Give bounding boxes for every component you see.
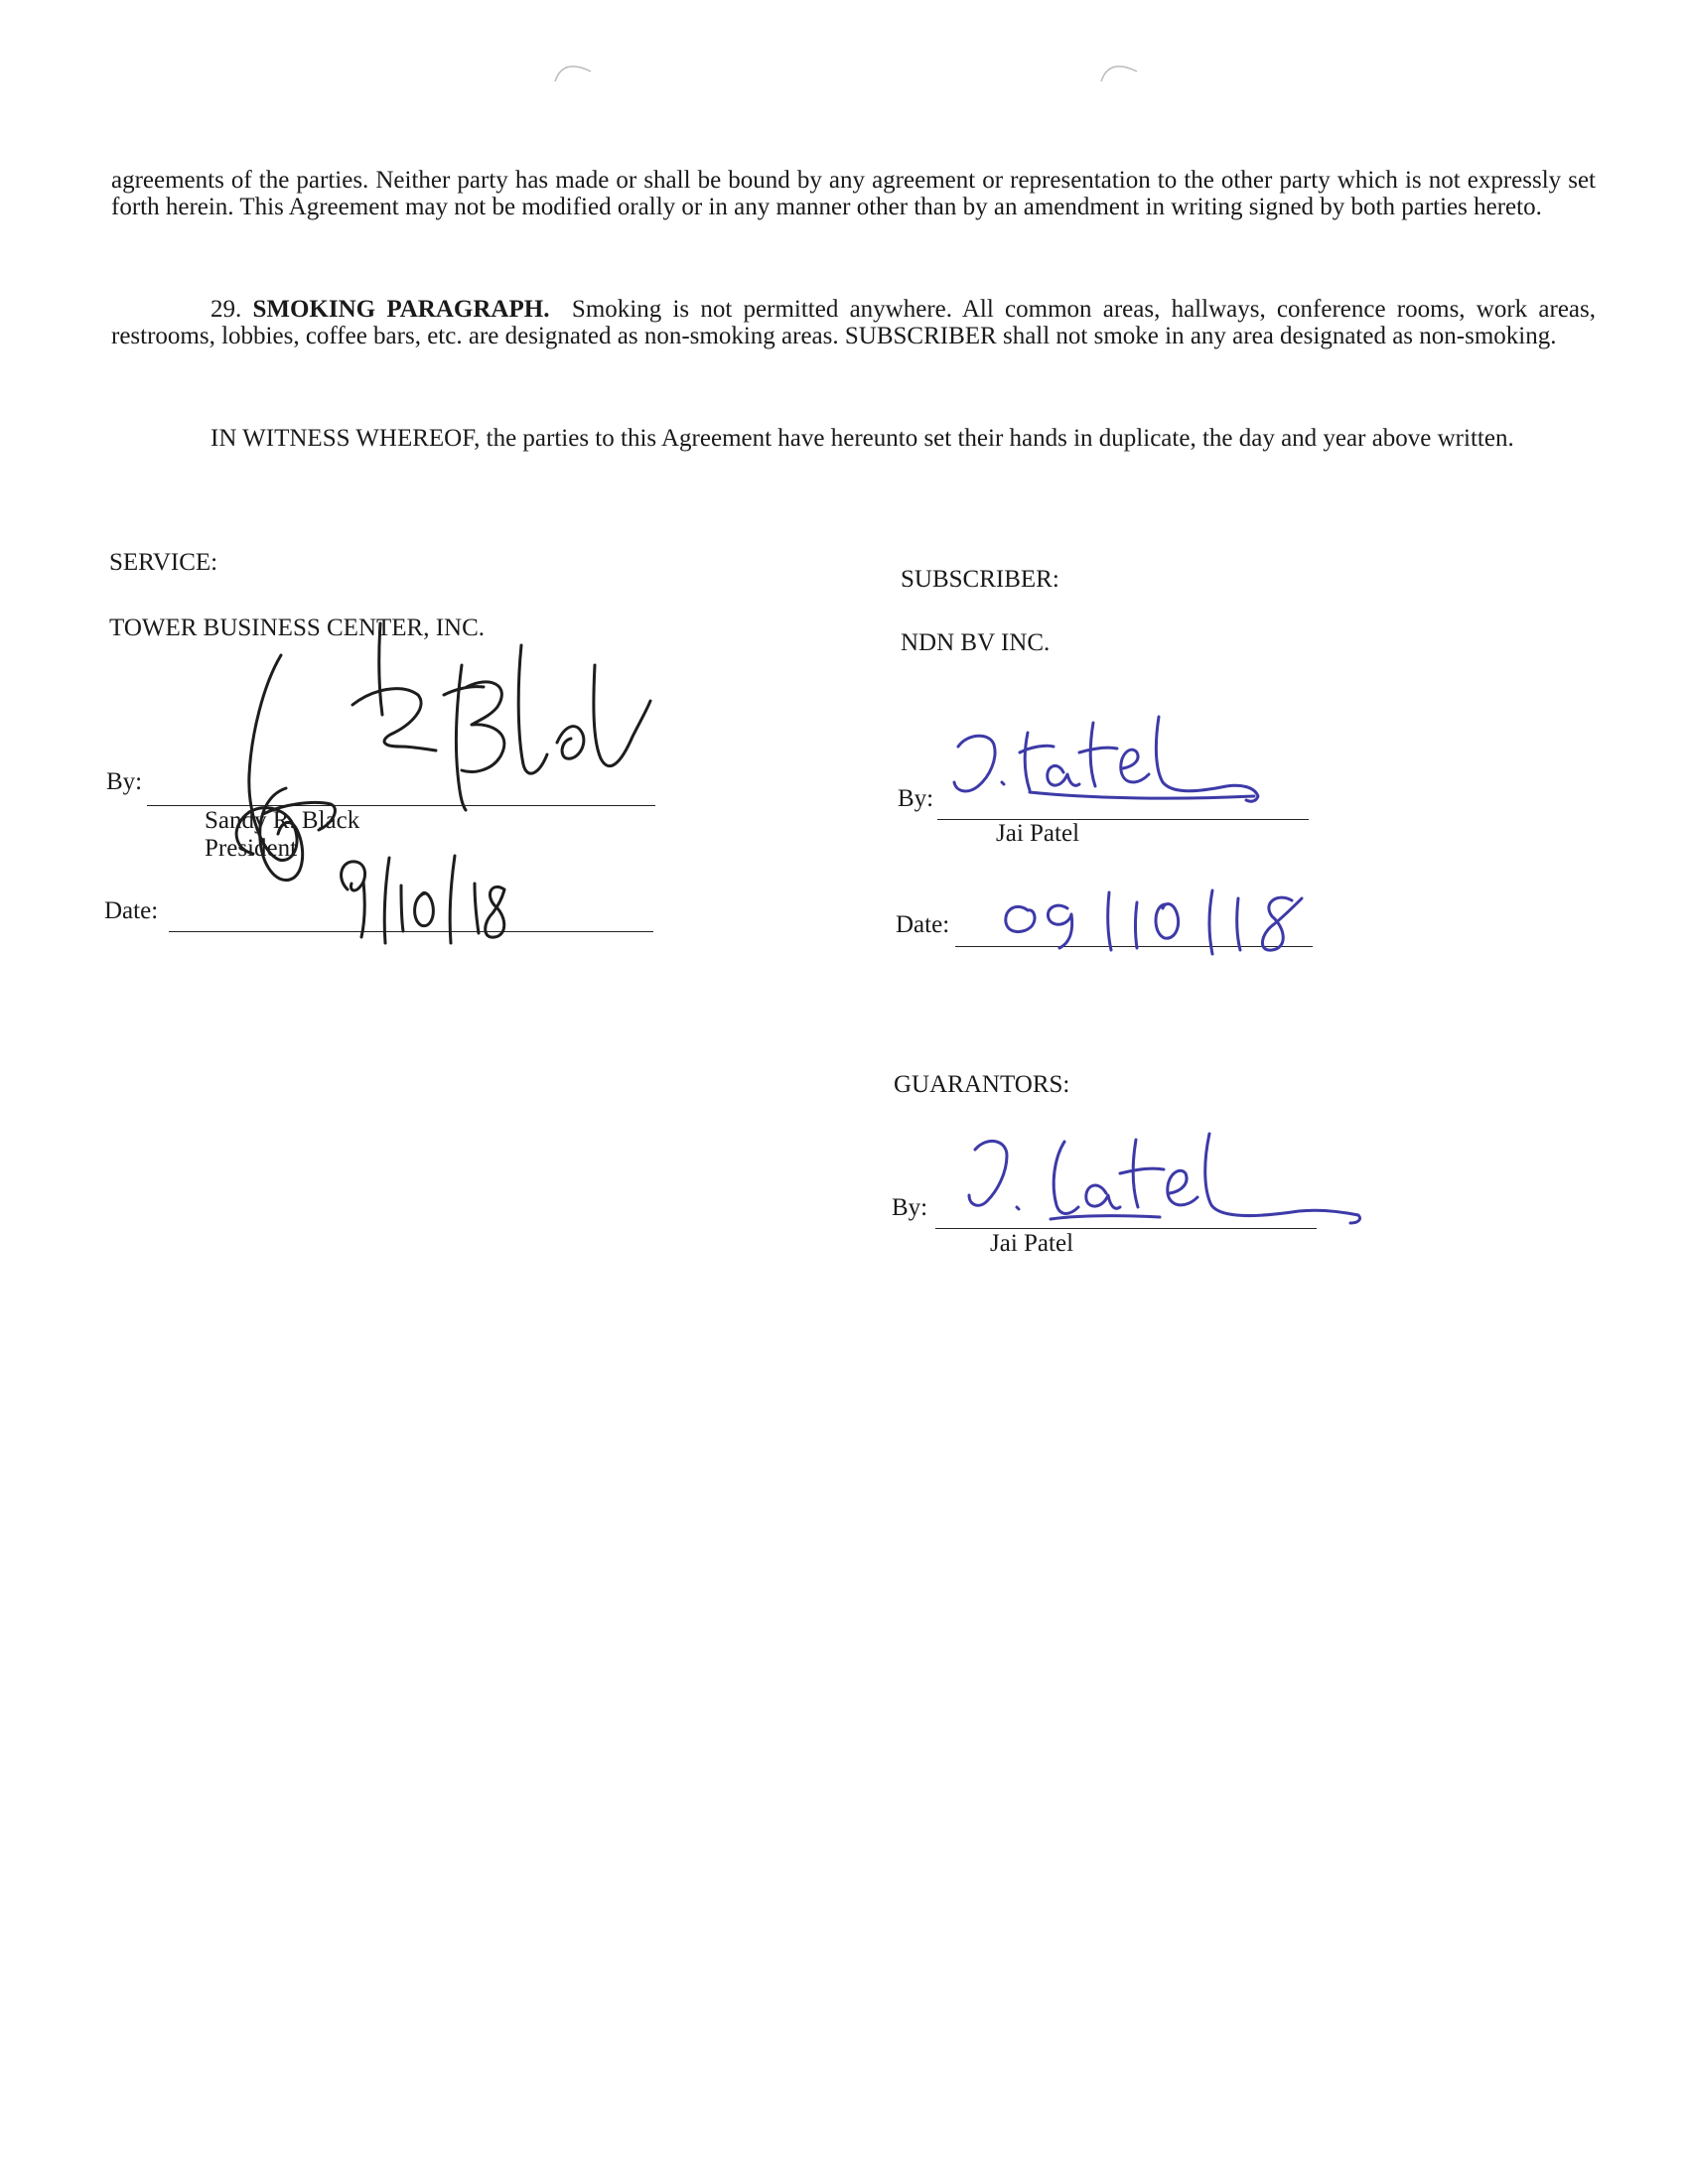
witness-text: IN WITNESS WHEREOF, the parties to this Agreement have hereunto set their hands in duplicate, the day and year above written. (211, 425, 1514, 452)
subscriber-heading: SUBSCRIBER: (901, 566, 1059, 593)
paragraph-29-text: Smoking is not permitted anywhere. All common areas, hallways, conference rooms, work areas, restrooms, lobbies, coffee bars, etc. are designated as non-smoking areas. SUBSCRIBER shall not smoke in any area designated as non-smoking. (111, 296, 1596, 349)
service-signer-name: Sandy R. Black (205, 807, 360, 834)
guarantors-signer-name: Jai Patel (990, 1230, 1074, 1257)
paragraph-29-number: 29. (211, 296, 242, 323)
witness-clause (111, 425, 1596, 452)
subscriber-signature-line (937, 819, 1309, 820)
subscriber-signer-name: Jai Patel (996, 820, 1080, 847)
service-by-label: By: (106, 768, 143, 795)
service-company: TOWER BUSINESS CENTER, INC. (109, 614, 486, 641)
subscriber-date-label: Date: (896, 911, 950, 938)
punch-hole-mark (1097, 56, 1147, 85)
subscriber-signature (938, 713, 1266, 812)
service-initial-scribble (238, 784, 318, 893)
service-date-label: Date: (104, 897, 159, 924)
subscriber-date-handwritten (998, 888, 1326, 958)
service-signer-title: President (205, 835, 298, 862)
guarantors-heading: GUARANTORS: (894, 1071, 1070, 1098)
punch-hole-mark (551, 56, 601, 85)
subscriber-company: NDN BV INC. (901, 629, 1051, 656)
paragraph-29 (111, 296, 1596, 349)
service-heading: SERVICE: (109, 549, 218, 576)
service-date-handwritten (328, 854, 516, 948)
paragraph-29-heading: SMOKING PARAGRAPH. (252, 296, 550, 323)
paragraph-28-end: agreements of the parties. Neither party has made or shall be bound by any agreement or representation to the other party which is not expressly set forth herein. This Agreement may not be modified orally or in any manner other than by an amendment in writing signed by both parties hereto. (111, 167, 1596, 220)
guarantors-by-label: By: (892, 1194, 928, 1221)
guarantors-signature (961, 1132, 1378, 1241)
subscriber-by-label: By: (898, 785, 934, 812)
